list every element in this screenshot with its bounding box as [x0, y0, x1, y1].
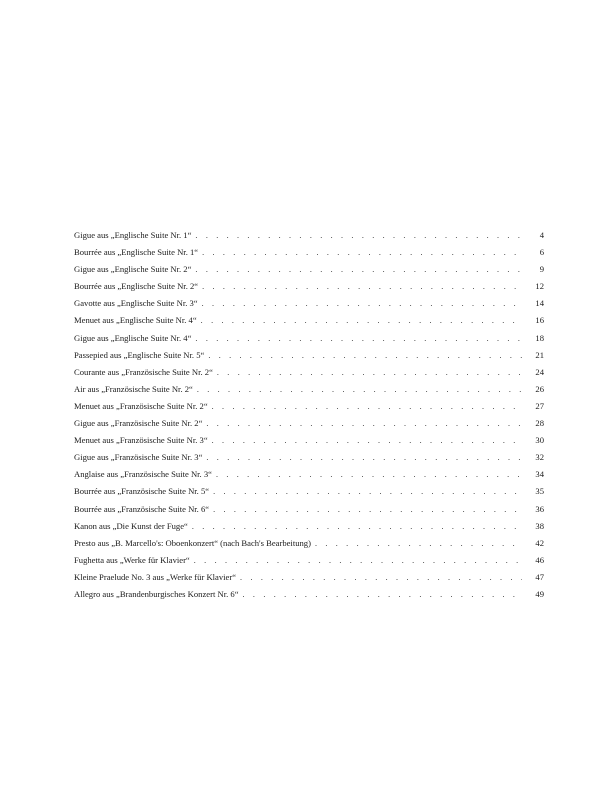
toc-entry[interactable]	[74, 230, 544, 247]
dot-leader	[192, 522, 522, 531]
toc-entry[interactable]	[74, 469, 544, 486]
toc-page-number: 26	[535, 383, 544, 394]
toc-entry[interactable]	[74, 555, 544, 572]
toc-page-number: 16	[535, 315, 544, 326]
toc-page-number: 28	[535, 418, 544, 429]
toc-page-number: 14	[535, 298, 544, 309]
dot-leader	[217, 368, 522, 377]
dot-leader	[216, 470, 522, 479]
dot-leader	[206, 419, 522, 428]
toc-title: Courante aus „Französische Suite Nr. 2“	[74, 366, 213, 377]
toc-page-number: 47	[535, 571, 544, 582]
toc-title: Fughetta aus „Werke für Klavier“	[74, 554, 190, 565]
toc-page-number: 4	[539, 230, 544, 240]
toc-title: Menuet aus „Französische Suite Nr. 2“	[74, 400, 208, 411]
toc-title: Bourrée aus „Französische Suite Nr. 5“	[74, 486, 210, 497]
dot-leader	[213, 505, 522, 514]
toc-entry[interactable]	[74, 538, 544, 555]
toc-entry[interactable]	[74, 572, 544, 589]
toc-title: Presto aus „B. Marcello's: Oboenkonzert“ (nach Bach's Bearbeitung)	[74, 537, 311, 548]
dot-leader	[195, 265, 522, 274]
dot-leader	[195, 231, 522, 240]
toc-entry[interactable]	[74, 264, 544, 281]
toc-page-number: 9	[539, 264, 544, 275]
toc-entry[interactable]	[74, 435, 544, 452]
toc-title: Kleine Praelude No. 3 aus „Werke für Klavier“	[74, 571, 237, 582]
toc-entry[interactable]	[74, 401, 544, 418]
toc-title: Gigue aus „Englische Suite Nr. 4“	[74, 332, 192, 343]
toc-page-number: 36	[535, 503, 544, 514]
toc-page-number: 38	[535, 520, 544, 531]
toc-title: Gigue aus „Englische Suite Nr. 2“	[74, 264, 192, 275]
toc-page-number: 35	[535, 486, 544, 497]
toc-entry[interactable]	[74, 333, 544, 350]
toc-title: Menuet aus „Englische Suite Nr. 4“	[74, 315, 197, 326]
toc-title: Gavotte aus „Englische Suite Nr. 3“	[74, 298, 198, 309]
toc-page-number: 49	[535, 588, 544, 599]
dot-leader	[206, 453, 522, 462]
dot-leader	[202, 282, 522, 291]
toc-title: Kanon aus „Die Kunst der Fuge“	[74, 520, 188, 531]
toc-page-number: 34	[535, 469, 544, 480]
table-of-contents	[74, 230, 544, 606]
dot-leader	[194, 556, 522, 565]
toc-title: Passepied aus „Englische Suite Nr. 5“	[74, 349, 205, 360]
toc-page-number: 18	[535, 332, 544, 343]
toc-page-number: 24	[535, 366, 544, 377]
toc-page-number: 27	[535, 400, 544, 411]
toc-entry[interactable]	[74, 281, 544, 298]
toc-entry[interactable]	[74, 418, 544, 435]
toc-page-number: 21	[535, 349, 544, 360]
toc-title: Gigue aus „Französische Suite Nr. 3“	[74, 452, 203, 463]
dot-leader	[212, 436, 522, 445]
toc-title: Gigue aus „Französische Suite Nr. 2“	[74, 418, 203, 429]
dot-leader	[213, 487, 522, 496]
dot-leader	[243, 590, 522, 599]
toc-title: Air aus „Französische Suite Nr. 2“	[74, 383, 193, 394]
toc-entry[interactable]	[74, 315, 544, 332]
toc-page-number: 6	[539, 247, 544, 258]
dot-leader	[202, 299, 522, 308]
dot-leader	[201, 316, 522, 325]
dot-leader	[212, 402, 522, 411]
toc-entry[interactable]	[74, 486, 544, 503]
dot-leader	[208, 351, 522, 360]
dot-leader	[195, 334, 522, 343]
toc-entry[interactable]	[74, 367, 544, 384]
toc-page-number: 46	[535, 554, 544, 565]
toc-entry[interactable]	[74, 452, 544, 469]
dot-leader	[240, 573, 522, 582]
toc-title: Menuet aus „Französische Suite Nr. 3“	[74, 435, 208, 446]
toc-entry[interactable]	[74, 247, 544, 264]
toc-title: Anglaise aus „Französische Suite Nr. 3“	[74, 469, 212, 480]
toc-page-number: 32	[535, 452, 544, 463]
dot-leader	[197, 385, 522, 394]
toc-title: Bourrée aus „Englische Suite Nr. 1“	[74, 247, 199, 258]
toc-title: Bourrée aus „Französische Suite Nr. 6“	[74, 503, 210, 514]
toc-page-number: 12	[535, 281, 544, 292]
toc-title: Gigue aus „Englische Suite Nr. 1“	[74, 230, 192, 240]
toc-entry[interactable]	[74, 504, 544, 521]
toc-page-number: 42	[535, 537, 544, 548]
toc-title: Bourrée aus „Englische Suite Nr. 2“	[74, 281, 199, 292]
toc-entry[interactable]	[74, 298, 544, 315]
toc-page-number: 30	[535, 435, 544, 446]
toc-entry[interactable]	[74, 384, 544, 401]
toc-entry[interactable]	[74, 521, 544, 538]
toc-title: Allegro aus „Brandenburgisches Konzert Nr. 6“	[74, 588, 239, 599]
toc-entry[interactable]	[74, 589, 544, 606]
dot-leader	[315, 539, 522, 548]
toc-entry[interactable]	[74, 350, 544, 367]
dot-leader	[202, 248, 522, 257]
